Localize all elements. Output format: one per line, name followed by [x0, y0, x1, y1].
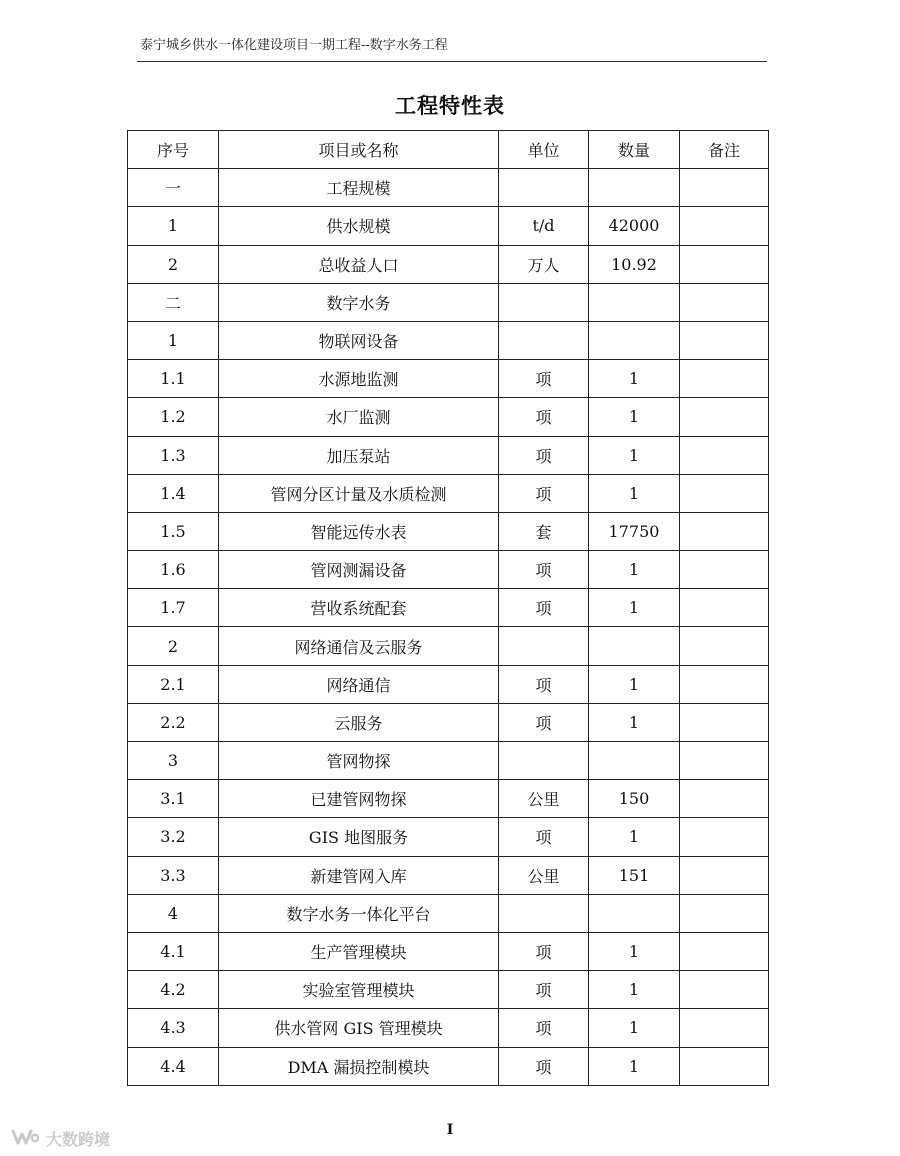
cell-quantity: 1: [589, 474, 680, 512]
cell-quantity: 10.92: [589, 245, 680, 283]
cell-remarks: [680, 436, 769, 474]
cell-no: 2: [128, 245, 219, 283]
cell-remarks: [680, 780, 769, 818]
cell-no: 1.5: [128, 512, 219, 550]
table-row: [128, 169, 769, 207]
wechat-channel-logo-icon: [10, 1127, 40, 1149]
cell-remarks: [680, 474, 769, 512]
table-row: [128, 283, 769, 321]
cell-quantity: [589, 742, 680, 780]
cell-unit: 项: [499, 971, 589, 1009]
cell-quantity: 151: [589, 856, 680, 894]
cell-quantity: 1: [589, 932, 680, 970]
cell-name: 网络通信及云服务: [219, 627, 499, 665]
cell-no: 4: [128, 894, 219, 932]
cell-remarks: [680, 742, 769, 780]
cell-quantity: [589, 894, 680, 932]
cell-remarks: [680, 589, 769, 627]
cell-no: 1.3: [128, 436, 219, 474]
cell-remarks: [680, 1009, 769, 1047]
cell-no: 3.1: [128, 780, 219, 818]
cell-name: 管网分区计量及水质检测: [219, 474, 499, 512]
cell-quantity: 1: [589, 398, 680, 436]
table-row: [128, 551, 769, 589]
running-header: 泰宁城乡供水一体化建设项目一期工程--数字水务工程: [140, 38, 448, 53]
table-row: [128, 627, 769, 665]
cell-remarks: [680, 245, 769, 283]
cell-unit: 项: [499, 398, 589, 436]
table-row: [128, 321, 769, 359]
watermark: [10, 1126, 110, 1150]
cell-no: 4.1: [128, 932, 219, 970]
cell-remarks: [680, 894, 769, 932]
cell-no: 2.2: [128, 703, 219, 741]
cell-name: 云服务: [219, 703, 499, 741]
cell-no: 4.2: [128, 971, 219, 1009]
cell-name: 供水管网 GIS 管理模块: [219, 1009, 499, 1047]
cell-name: 已建管网物探: [219, 780, 499, 818]
table-row: [128, 932, 769, 970]
cell-name: 新建管网入库: [219, 856, 499, 894]
cell-unit: 万人: [499, 245, 589, 283]
cell-remarks: [680, 703, 769, 741]
cell-no: 4.3: [128, 1009, 219, 1047]
cell-name: DMA 漏损控制模块: [219, 1047, 499, 1085]
cell-name: GIS 地图服务: [219, 818, 499, 856]
column-header-name: 项目或名称: [219, 131, 499, 169]
cell-quantity: 1: [589, 1047, 680, 1085]
cell-quantity: 1: [589, 360, 680, 398]
cell-remarks: [680, 932, 769, 970]
column-header-quantity: 数量: [589, 131, 680, 169]
cell-name: 生产管理模块: [219, 932, 499, 970]
cell-unit: [499, 321, 589, 359]
table-row: [128, 512, 769, 550]
cell-no: 4.4: [128, 1047, 219, 1085]
table-row: [128, 971, 769, 1009]
cell-remarks: [680, 971, 769, 1009]
cell-quantity: [589, 169, 680, 207]
cell-name: 数字水务: [219, 283, 499, 321]
cell-remarks: [680, 551, 769, 589]
cell-quantity: 1: [589, 971, 680, 1009]
table-row: [128, 360, 769, 398]
page-title: 工程特性表: [395, 94, 505, 118]
cell-quantity: 1: [589, 551, 680, 589]
cell-no: 2: [128, 627, 219, 665]
cell-unit: 项: [499, 703, 589, 741]
table-row: [128, 818, 769, 856]
cell-name: 数字水务一体化平台: [219, 894, 499, 932]
table-row: [128, 856, 769, 894]
cell-remarks: [680, 512, 769, 550]
watermark-text: 大数跨境: [46, 1129, 111, 1149]
cell-no: 一: [128, 169, 219, 207]
cell-remarks: [680, 818, 769, 856]
cell-remarks: [680, 1047, 769, 1085]
cell-no: 1.7: [128, 589, 219, 627]
cell-no: 2.1: [128, 665, 219, 703]
cell-quantity: 1: [589, 818, 680, 856]
cell-name: 营收系统配套: [219, 589, 499, 627]
cell-remarks: [680, 207, 769, 245]
page-number: I: [446, 1122, 454, 1138]
cell-no: 1.6: [128, 551, 219, 589]
table-row: [128, 245, 769, 283]
cell-unit: 项: [499, 551, 589, 589]
cell-unit: 项: [499, 360, 589, 398]
table-row: [128, 703, 769, 741]
spec-table: [127, 130, 769, 1086]
table-row: [128, 1047, 769, 1085]
cell-quantity: 1: [589, 436, 680, 474]
table-header-row: [128, 131, 769, 169]
cell-unit: 项: [499, 1009, 589, 1047]
cell-remarks: [680, 360, 769, 398]
column-header-no: 序号: [128, 131, 219, 169]
cell-unit: 项: [499, 474, 589, 512]
cell-name: 实验室管理模块: [219, 971, 499, 1009]
cell-unit: 项: [499, 932, 589, 970]
cell-remarks: [680, 321, 769, 359]
cell-unit: 公里: [499, 856, 589, 894]
cell-unit: [499, 894, 589, 932]
cell-remarks: [680, 627, 769, 665]
cell-unit: 公里: [499, 780, 589, 818]
header-rule: [137, 61, 767, 62]
cell-quantity: 1: [589, 589, 680, 627]
cell-no: 1: [128, 207, 219, 245]
cell-remarks: [680, 398, 769, 436]
cell-quantity: 1: [589, 703, 680, 741]
cell-name: 水厂监测: [219, 398, 499, 436]
cell-unit: 项: [499, 818, 589, 856]
cell-quantity: [589, 321, 680, 359]
cell-quantity: 42000: [589, 207, 680, 245]
cell-remarks: [680, 169, 769, 207]
cell-unit: 套: [499, 512, 589, 550]
cell-name: 总收益人口: [219, 245, 499, 283]
cell-no: 二: [128, 283, 219, 321]
cell-unit: [499, 627, 589, 665]
cell-remarks: [680, 665, 769, 703]
cell-no: 3: [128, 742, 219, 780]
cell-no: 3.3: [128, 856, 219, 894]
cell-name: 网络通信: [219, 665, 499, 703]
cell-no: 1.2: [128, 398, 219, 436]
cell-no: 1.4: [128, 474, 219, 512]
cell-no: 3.2: [128, 818, 219, 856]
cell-unit: 项: [499, 589, 589, 627]
cell-quantity: [589, 627, 680, 665]
cell-quantity: 1: [589, 665, 680, 703]
cell-name: 管网物探: [219, 742, 499, 780]
table-row: [128, 398, 769, 436]
table-row: [128, 474, 769, 512]
cell-unit: [499, 283, 589, 321]
table-row: [128, 1009, 769, 1047]
cell-quantity: 1: [589, 1009, 680, 1047]
cell-unit: [499, 169, 589, 207]
cell-quantity: [589, 283, 680, 321]
cell-name: 水源地监测: [219, 360, 499, 398]
table-body: [128, 169, 769, 1086]
cell-name: 物联网设备: [219, 321, 499, 359]
column-header-remarks: 备注: [680, 131, 769, 169]
cell-name: 智能远传水表: [219, 512, 499, 550]
table-row: [128, 207, 769, 245]
cell-unit: 项: [499, 436, 589, 474]
cell-no: 1: [128, 321, 219, 359]
cell-quantity: 150: [589, 780, 680, 818]
cell-unit: 项: [499, 1047, 589, 1085]
cell-name: 供水规模: [219, 207, 499, 245]
cell-name: 加压泵站: [219, 436, 499, 474]
cell-quantity: 17750: [589, 512, 680, 550]
table-row: [128, 436, 769, 474]
cell-name: 管网测漏设备: [219, 551, 499, 589]
cell-remarks: [680, 283, 769, 321]
cell-unit: [499, 742, 589, 780]
column-header-unit: 单位: [499, 131, 589, 169]
table-row: [128, 589, 769, 627]
cell-unit: 项: [499, 665, 589, 703]
cell-no: 1.1: [128, 360, 219, 398]
table-row: [128, 894, 769, 932]
table-row: [128, 742, 769, 780]
cell-remarks: [680, 856, 769, 894]
table-row: [128, 665, 769, 703]
cell-name: 工程规模: [219, 169, 499, 207]
cell-unit: t/d: [499, 207, 589, 245]
table-row: [128, 780, 769, 818]
